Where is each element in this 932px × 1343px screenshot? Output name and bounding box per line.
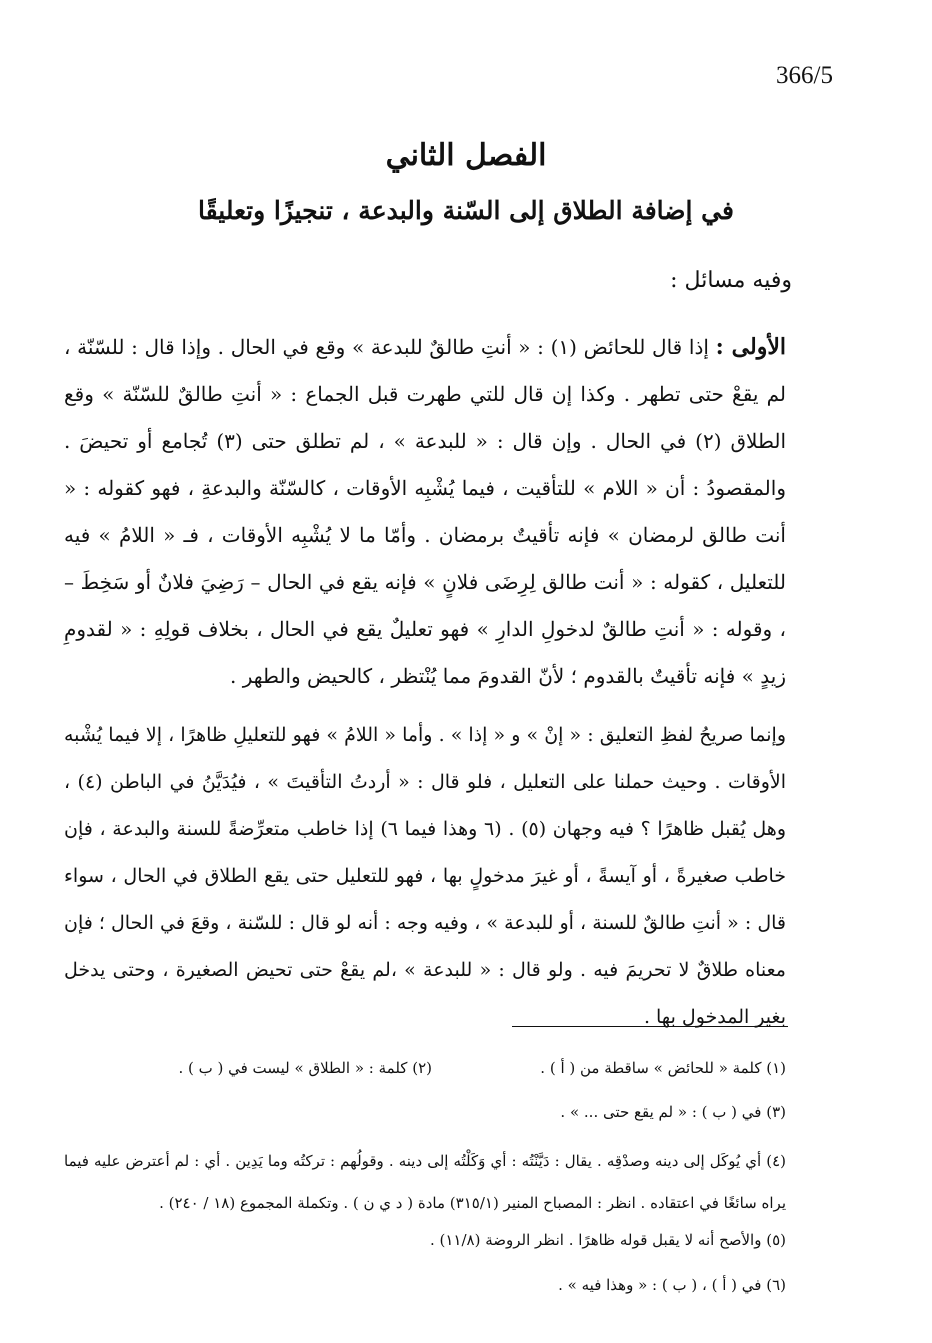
footnote-4: (٤) أي يُوكَل إلى دينه وصدْقِه . يقال : دَيَّنْتُه : أي وَكَلْتُه إلى دينه . وقولُهم : تركتُه وما يَدِين . أي : لم أعترض عليه فيما يراه سائغًا في اعتقاده . انظر : المصباح المنير (٣١٥/١) مادة ( د ي ن ) . وتكملة المجموع (١٨ / ٢٤٠) . <box>64 1152 786 1212</box>
paragraph-text: وإنما صريحُ لفظِ التعليق : « إنْ » و « إذا » . وأما « اللامُ » فهو للتعليلِ ظاهرًا ، إلا فيما يُشْبه الأوقات . وحيث حملنا على التعليل ، فلو قال : « أردتُ التأقيتَ » ، فيُدَيَّنُ في الباطن (٤) ، وهل يُقبل ظاهرًا ؟ فيه وجهان (٥) . (٦ وهذا فيما ٦) إذا خاطب متعرِّضةً للسنة والبدعة ، فإن خاطب صغيرةً ، أو آيسةً ، أو غيرَ مدخولٍ بها ، فهو للتعليل حتى يقع الطلاق في الحال ، سواء قال : « أنتِ طالقٌ للسنة ، أو للبدعة » ، وفيه وجه : أنه لو قال : للسّنة ، وقعَ في الحال ؛ فإن معناه طلاقٌ لا تحريمَ فيه . ولو قال : « للبدعة » ،لم يقعْ حتى تحيض الصغيرة ، وحتى يدخل بغير المدخول بها . <box>64 724 787 1028</box>
paragraph-second <box>64 712 786 1041</box>
page-number: 366/5 <box>776 62 833 89</box>
chapter-title: الفصل الثاني <box>385 138 547 173</box>
footnote-divider <box>512 1026 788 1027</box>
paragraph-text: إذا قال للحائض (١) : « أنتِ طالقٌ للبدعة » وقع في الحال . وإذا قال : للسّنّة ، لم يقعْ حتى تطهر . وكذا إن قال للتي طهرت قبل الجماع : « أنتِ طالقٌ للسّنّة » وقع الطلاق (٢) في الحال . وإن قال : « للبدعة » ، لم تطلق حتى (٣) تُجامع أو تحيضَ . والمقصودُ : أن « اللام » للتأقيت ، فيما يُشْبِه الأوقات ، كالسّنّة والبدعةِ ، فهو كقوله : « أنت طالق لرمضان » فإنه تأقيتٌ برمضان . وأمّا ما لا يُشْبِه الأوقات ، فـ « اللامُ » فيه للتعليل ، كقوله : « أنت طالق لِرِضَى فلانٍ » فإنه يقع في الحال – رَضِيَ فلانٌ أو سَخِطَ – ، وقوله : « أنتِ طالقٌ لدخولِ الدارِ » فهو تعليلٌ يقع في الحال ، بخلاف قولِهِ : « لقدومِ زيدٍ » فإنه تأقيتٌ بالقدوم ؛ لأنّ القدومَ مما يُنْتظر ، كالحيض والطهر . <box>64 335 786 688</box>
footnote-1: (١) كلمة « للحائض » ساقطة من ( أ ) . <box>540 1059 786 1077</box>
footnote-6: (٦) في ( أ ) ، ( ب ) : « وهذا فيه » . <box>558 1276 786 1294</box>
paragraph-first-issue <box>64 324 786 700</box>
paragraph-lead: الأولى : <box>715 334 787 360</box>
footnote-3: (٣) في ( ب ) : « لم يقع حتى ... » . <box>560 1103 786 1121</box>
chapter-subtitle: في إضافة الطلاق إلى السّنة والبدعة ، تنجيزًا وتعليقًا <box>198 196 734 225</box>
intro-line: وفيه مسائل : <box>670 268 792 293</box>
footnote-5: (٥) والأصح أنه لا يقبل قوله ظاهرًا . انظر الروضة (١١/٨) . <box>429 1231 786 1249</box>
footnote-2: (٢) كلمة : « الطلاق » ليست في ( ب ) . <box>178 1059 432 1077</box>
